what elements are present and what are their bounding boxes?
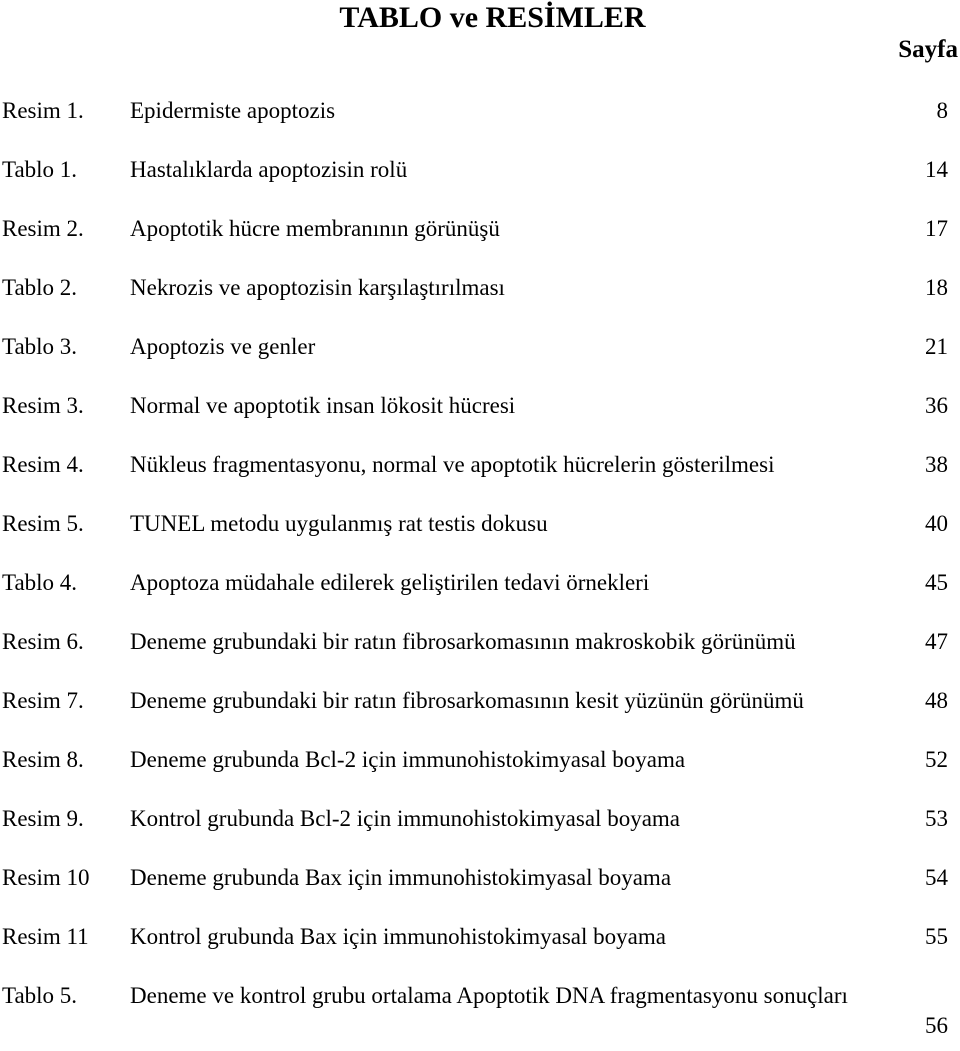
- list-item: [0, 214, 960, 273]
- entry-label: Tablo 3.: [2, 334, 78, 359]
- list-item: [0, 450, 960, 509]
- entry-description: Kontrol grubunda Bcl-2 için immunohistokimyasal boyama: [130, 806, 681, 831]
- entry-label: Resim 8.: [2, 747, 84, 772]
- entry-page-number: 48: [925, 688, 948, 713]
- entry-page-number: 52: [925, 747, 948, 772]
- entry-label: Resim 10: [2, 865, 90, 890]
- entry-page-number: 8: [936, 98, 948, 123]
- entry-label: Resim 3.: [2, 393, 84, 418]
- list-item: [0, 509, 960, 568]
- entry-description: Deneme grubundaki bir ratın fibrosarkomasının makroskobik görünümü: [130, 629, 796, 654]
- entry-page-number: 55: [925, 924, 948, 949]
- entry-description: Hastalıklarda apoptozisin rolü: [130, 157, 408, 182]
- entry-label: Tablo 2.: [2, 275, 78, 300]
- entry-description: Apoptoza müdahale edilerek geliştirilen tedavi örnekleri: [130, 570, 650, 595]
- entry-description: Epidermiste apoptozis: [130, 98, 336, 123]
- entry-label: Resim 5.: [2, 511, 84, 536]
- entry-page-number: 21: [925, 334, 948, 359]
- entry-description: Deneme grubundaki bir ratın fibrosarkomasının kesit yüzünün görünümü: [130, 688, 804, 713]
- entry-label: Resim 11: [2, 924, 89, 949]
- list-item: [0, 627, 960, 686]
- entry-page-number: 17: [925, 216, 948, 241]
- list-item: [0, 273, 960, 332]
- entry-description: Apoptozis ve genler: [130, 334, 316, 359]
- entry-description: Deneme grubunda Bax için immunohistokimyasal boyama: [130, 865, 672, 890]
- entry-page-number: 47: [925, 629, 948, 654]
- entry-label: Resim 1.: [2, 98, 84, 123]
- entry-description: TUNEL metodu uygulanmış rat testis dokusu: [130, 511, 548, 536]
- entry-description: Apoptotik hücre membranının görünüşü: [130, 216, 500, 241]
- entry-label: Resim 7.: [2, 688, 84, 713]
- list-item: [0, 568, 960, 627]
- entry-label: Resim 6.: [2, 629, 84, 654]
- list-item: [0, 922, 960, 981]
- list-item: [0, 981, 960, 1045]
- entry-description: Deneme ve kontrol grubu ortalama Apoptotik DNA fragmentasyonu sonuçları: [130, 983, 848, 1008]
- list-item: [0, 686, 960, 745]
- list-item: [0, 745, 960, 804]
- entry-page-number: 14: [925, 157, 948, 182]
- entry-page-number: 53: [925, 806, 948, 831]
- entry-page-number: 45: [925, 570, 948, 595]
- entry-label: Tablo 5.: [2, 983, 78, 1008]
- entry-description: Normal ve apoptotik insan lökosit hücresi: [130, 393, 516, 418]
- entry-label: Tablo 1.: [2, 157, 78, 182]
- list-item: [0, 804, 960, 863]
- list-item: [0, 96, 960, 155]
- entry-description: Nükleus fragmentasyonu, normal ve apoptotik hücrelerin gösterilmesi: [130, 452, 775, 477]
- entry-description: Deneme grubunda Bcl-2 için immunohistokimyasal boyama: [130, 747, 686, 772]
- entry-label: Resim 9.: [2, 806, 84, 831]
- entry-label: Resim 4.: [2, 452, 84, 477]
- page-title: TABLO ve RESİMLER: [339, 1, 646, 34]
- entry-page-number: 56: [925, 1013, 948, 1038]
- entry-page-number: 38: [925, 452, 948, 477]
- entry-page-number: 54: [925, 865, 948, 890]
- entry-page-number: 36: [925, 393, 948, 418]
- figure-table-list: [0, 96, 960, 1045]
- page-column-header: Sayfa: [898, 36, 958, 63]
- entry-label: Resim 2.: [2, 216, 84, 241]
- list-item: [0, 332, 960, 391]
- entry-page-number: 40: [925, 511, 948, 536]
- entry-page-number: 18: [925, 275, 948, 300]
- list-item: [0, 391, 960, 450]
- entry-description: Nekrozis ve apoptozisin karşılaştırılması: [130, 275, 505, 300]
- list-item: [0, 863, 960, 922]
- entry-label: Tablo 4.: [2, 570, 78, 595]
- list-item: [0, 155, 960, 214]
- entry-description: Kontrol grubunda Bax için immunohistokimyasal boyama: [130, 924, 666, 949]
